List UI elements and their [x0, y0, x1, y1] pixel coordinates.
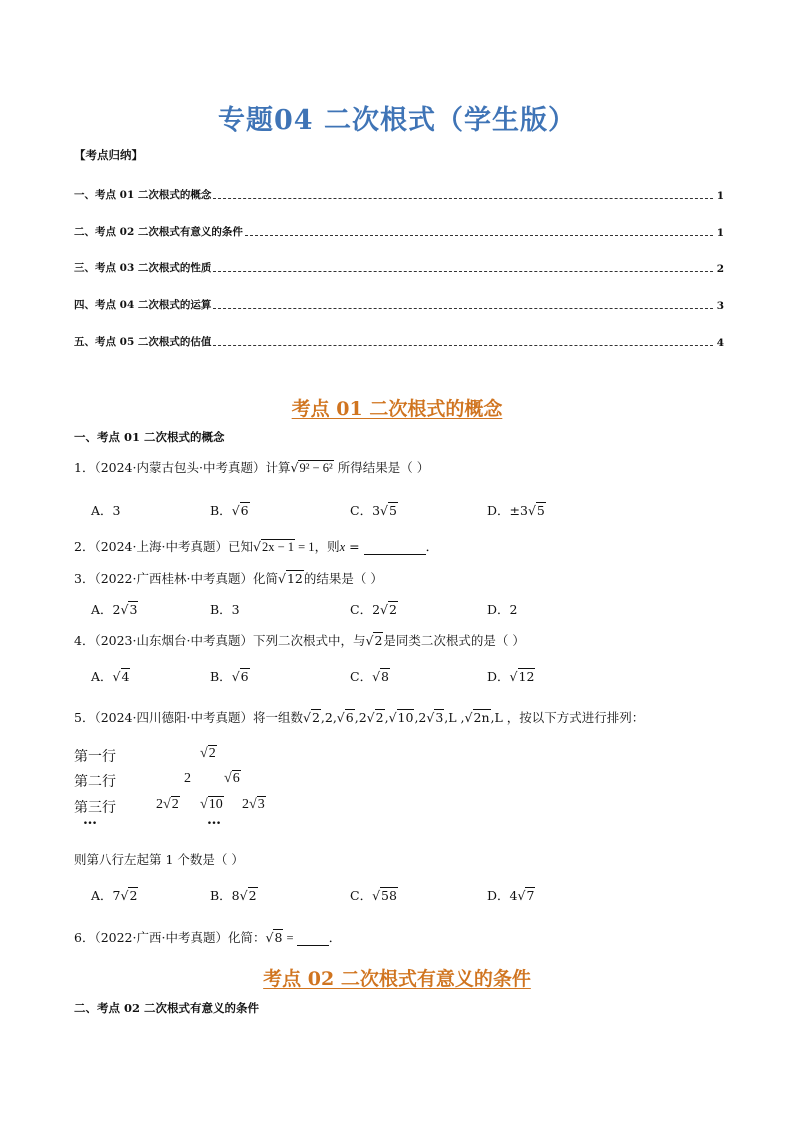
option-c[interactable]: C．√58: [350, 888, 397, 903]
question-5-prompt: 则第八行左起第 1 个数是（ ）: [74, 852, 244, 867]
section-subheading: 二、考点 02 二次根式有意义的条件: [74, 1001, 260, 1015]
row-2-value-b: √6: [224, 771, 240, 786]
toc-entry-page: 4: [716, 337, 724, 349]
toc-entry[interactable]: [74, 186, 724, 202]
toc-leader: [245, 235, 713, 236]
option-b[interactable]: B．3: [210, 602, 240, 617]
toc-entry-label: 三、考点 03 二次根式的性质: [74, 262, 212, 274]
option-d[interactable]: D．√12: [487, 669, 535, 684]
option-a[interactable]: A．√4: [91, 669, 130, 684]
option-b[interactable]: B．√6: [210, 503, 249, 518]
question-5: 5．（2024·四川德阳·中考真题）将一组数√2,2,√6,2√2,√10,2√3,L ,√2n,L ，按以下方式进行排列：: [74, 710, 645, 725]
option-a[interactable]: A．7√2: [91, 888, 138, 903]
ellipsis: …: [207, 812, 221, 828]
toc-leader: [213, 271, 712, 272]
toc-entry[interactable]: [74, 333, 724, 349]
option-d[interactable]: D．±3√5: [487, 503, 545, 518]
toc-leader: [213, 345, 712, 346]
option-c[interactable]: C．√8: [350, 669, 389, 684]
row-3-value-b: √10: [200, 797, 223, 812]
option-a[interactable]: A．3: [91, 503, 121, 518]
option-c[interactable]: C．3√5: [350, 503, 397, 518]
toc-entry[interactable]: [74, 223, 724, 239]
toc-entry-label: 四、考点 04 二次根式的运算: [74, 299, 212, 311]
row-3-value-a: 2√2: [156, 797, 179, 812]
question-3: 3．（2022·广西桂林·中考真题）化简√12的结果是（ ）: [74, 571, 383, 586]
toc-entry-page: 3: [716, 300, 724, 312]
ellipsis: …: [83, 812, 97, 828]
section-subheading: 一、考点 01 二次根式的概念: [74, 430, 225, 444]
toc-heading: 【考点归纳】: [74, 148, 143, 162]
answer-blank[interactable]: [297, 930, 329, 946]
toc-leader: [213, 198, 712, 199]
row-3-value-c: 2√3: [242, 797, 265, 812]
row-1-value: √2: [200, 746, 216, 761]
question-6: 6．（2022·广西·中考真题）化简：√8 = ．: [74, 930, 342, 945]
section-heading: 考点 02 二次根式有意义的条件: [263, 968, 531, 990]
row-label: 第三行: [74, 800, 116, 816]
option-d[interactable]: D．2: [487, 602, 518, 617]
option-c[interactable]: C．2√2: [350, 602, 397, 617]
question-2: 2．（2024·上海·中考真题）已知√2x − 1 = 1，则x = ．: [74, 539, 439, 554]
toc-entry[interactable]: [74, 296, 724, 312]
row-label: 第一行: [74, 749, 116, 765]
toc-entry[interactable]: [74, 259, 724, 275]
question-4: 4．（2023·山东烟台·中考真题）下列二次根式中，与√2是同类二次根式的是（ ）: [74, 633, 525, 648]
page-title: 专题04 二次根式（学生版）: [218, 105, 576, 136]
question-1: 1．（2024·内蒙古包头·中考真题）计算√9² − 6² 所得结果是（ ）: [74, 460, 430, 475]
row-2-value-a: 2: [184, 771, 191, 786]
toc-entry-page: 1: [716, 227, 724, 239]
toc-entry-label: 二、考点 02 二次根式有意义的条件: [74, 226, 243, 238]
option-b[interactable]: B．√6: [210, 669, 249, 684]
toc-entry-label: 一、考点 01 二次根式的概念: [74, 189, 212, 201]
row-label: 第二行: [74, 774, 116, 790]
answer-blank[interactable]: [364, 539, 426, 555]
toc-entry-page: 2: [716, 263, 724, 275]
option-b[interactable]: B．8√2: [210, 888, 257, 903]
toc-leader: [213, 308, 712, 309]
toc-entry-label: 五、考点 05 二次根式的估值: [74, 336, 212, 348]
option-d[interactable]: D．4√7: [487, 888, 535, 903]
section-heading: 考点 01 二次根式的概念: [291, 398, 503, 420]
toc-entry-page: 1: [716, 190, 724, 202]
option-a[interactable]: A．2√3: [91, 602, 138, 617]
